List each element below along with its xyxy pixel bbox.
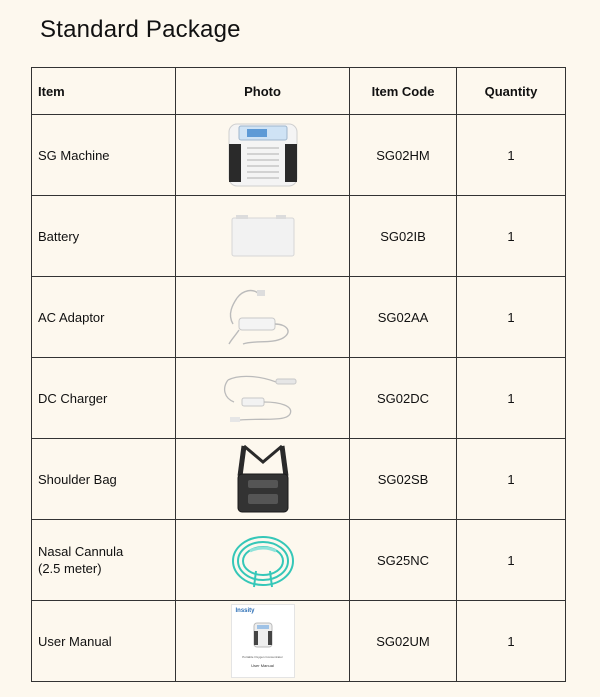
manual-cover-title: User Manual xyxy=(251,663,274,668)
item-quantity: 1 xyxy=(457,196,566,277)
item-photo xyxy=(176,277,350,358)
item-code: SG02HM xyxy=(350,115,457,196)
manual-cover-text: Portable Oxygen Concentrator xyxy=(242,655,283,659)
dc-charger-photo xyxy=(220,368,306,428)
standard-package-table xyxy=(31,67,566,682)
header-item-code: Item Code xyxy=(350,68,457,115)
item-code: SG02UM xyxy=(350,601,457,682)
item-name: SG Machine xyxy=(32,115,176,196)
item-name: User Manual xyxy=(32,601,176,682)
item-photo xyxy=(176,439,350,520)
item-name: Battery xyxy=(32,196,176,277)
table-row xyxy=(32,115,566,196)
item-quantity: 1 xyxy=(457,115,566,196)
battery-photo xyxy=(228,212,298,260)
item-name: Shoulder Bag xyxy=(32,439,176,520)
table-row xyxy=(32,520,566,601)
item-photo xyxy=(176,115,350,196)
table-row xyxy=(32,439,566,520)
oxygen-concentrator-photo xyxy=(223,120,303,190)
manual-logo: Inssity xyxy=(235,608,255,614)
item-name: AC Adaptor xyxy=(32,277,176,358)
item-code: SG02SB xyxy=(350,439,457,520)
table-row xyxy=(32,277,566,358)
item-photo xyxy=(176,196,350,277)
user-manual-photo xyxy=(231,604,295,678)
item-code: SG02IB xyxy=(350,196,457,277)
header-quantity: Quantity xyxy=(457,68,566,115)
item-quantity: 1 xyxy=(457,277,566,358)
item-quantity: 1 xyxy=(457,358,566,439)
item-quantity: 1 xyxy=(457,439,566,520)
table-row xyxy=(32,196,566,277)
item-name xyxy=(32,520,176,601)
item-code: SG25NC xyxy=(350,520,457,601)
ac-adaptor-photo xyxy=(223,284,303,350)
item-photo xyxy=(176,601,350,682)
item-quantity: 1 xyxy=(457,601,566,682)
item-quantity: 1 xyxy=(457,520,566,601)
page-title: Standard Package xyxy=(40,16,241,43)
header-photo: Photo xyxy=(176,68,350,115)
shoulder-bag-photo xyxy=(230,442,296,516)
item-name-line: Nasal Cannula xyxy=(38,544,124,559)
item-name: DC Charger xyxy=(32,358,176,439)
table-row xyxy=(32,601,566,682)
table-header-row xyxy=(32,68,566,115)
header-item: Item xyxy=(32,68,176,115)
item-code: SG02DC xyxy=(350,358,457,439)
item-code: SG02AA xyxy=(350,277,457,358)
item-photo xyxy=(176,520,350,601)
item-name-line: (2.5 meter) xyxy=(38,561,102,576)
table-row xyxy=(32,358,566,439)
nasal-cannula-photo xyxy=(226,527,300,593)
item-photo xyxy=(176,358,350,439)
